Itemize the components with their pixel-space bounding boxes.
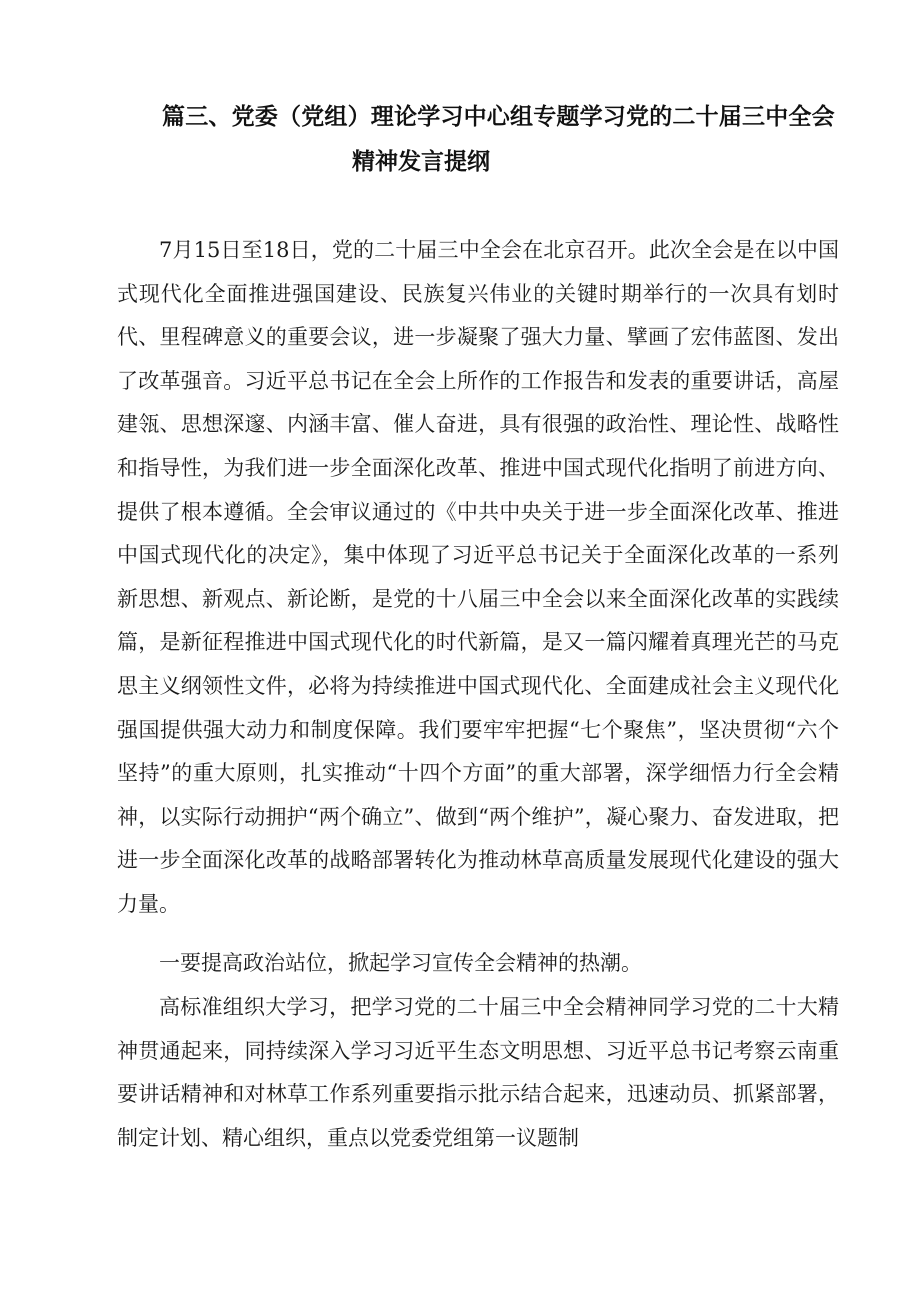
paragraph-text: 7月15日至18日，党的二十届三中全会在北京召开。此次全会是在以中国式现代化全面推进强国建设、民族复兴伟业的关键时期举行的一次具有划时代、里程碑意义的重要会议，进一步凝聚了强大力量、擘画了宏伟蓝图、发出了改革强音。习近平总书记在全会上所作的工作报告和发表的重要讲话，高屋建瓴、思想深邃、内涵丰富、催人奋进，具有很强的政治性、理论性、战略性和指导性，为我们进一步全面深化改革、推进中国式现代化指明了前进方向、提供了根本遵循。全会审议通过的《中共中央关于进一步全面深化改革、推进中国式现代化的决定》，集中体现了习近平总书记关于全面深化改革的一系列新思想、新观点、新论断，是党的十八届三中全会以来全面深化改革的实践续篇，是新征程推进中国式现代化的时代新篇，是又一篇闪耀着真理光芒的马克思主义纲领性文件，必将为持续推进中国式现代化、全面建成社会主义现代化强国提供强大动力和制度保障。我们要牢牢把握“七个聚焦”，坚决贯彻“六个坚持”的重大原则，扎实推动“十四个方面”的重大部署，深学细悟力行全会精神，以实际行动拥护“两个确立”、做到“两个维护”，凝心聚力、奋发进取，把进一步全面深化改革的战略部署转化为推动林草高质量发展现代化建设的强大力量。 xyxy=(117,238,839,916)
paragraph-text: 高标准组织大学习，把学习党的二十届三中全会精神同学习党的二十大精神贯通起来，同持续深入学习习近平生态文明思想、习近平总书记考察云南重要讲话精神和对林草工作系列重要指示批示结合起来，迅速动员、抓紧部署，制定计划、精心组织，重点以党委党组第一议题制 xyxy=(117,995,839,1150)
body-paragraph-2 xyxy=(117,942,839,986)
document-title-line-2: 精神发言提纲 xyxy=(352,149,490,175)
body-paragraph-1 xyxy=(117,229,839,927)
paragraph-text: 一要提高政治站位，掀起学习宣传全会精神的热潮。 xyxy=(159,951,642,975)
document-title-line-1: 篇三、党委（党组）理论学习中心组专题学习党的二十届三中全会 xyxy=(162,104,835,130)
body-paragraph-3 xyxy=(117,986,839,1160)
